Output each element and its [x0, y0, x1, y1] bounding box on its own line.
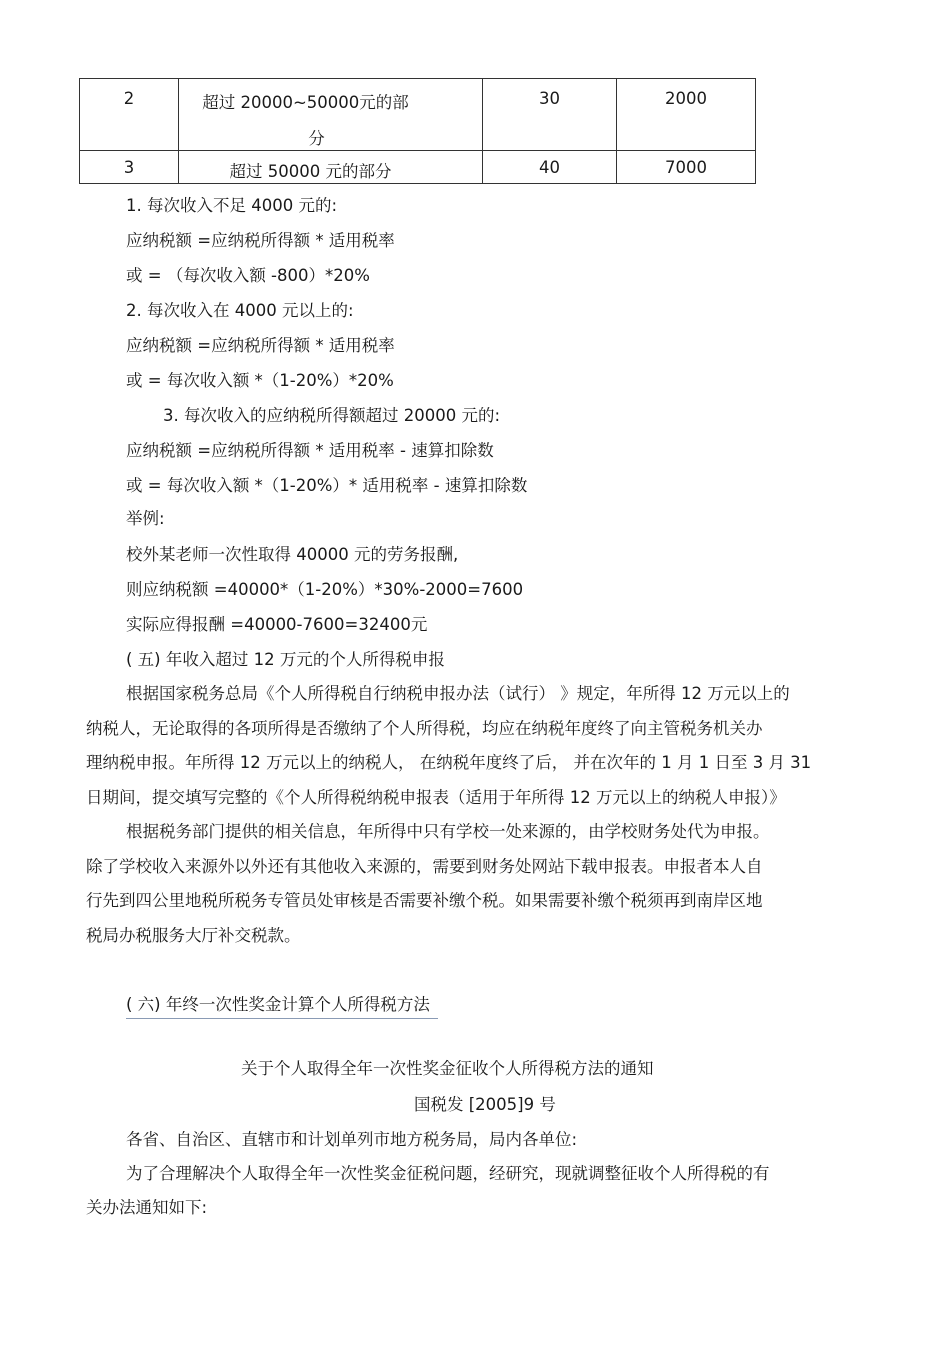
section-heading-6: ( 六) 年终一次性奖金计算个人所得税方法 — [126, 994, 438, 1019]
notice-title: 关于个人取得全年一次性奖金征收个人所得税方法的通知 — [241, 1059, 654, 1078]
example-line: 校外某老师一次性取得 40000 元的劳务报酬, — [126, 545, 459, 564]
deduction-text: 7000 — [665, 158, 707, 177]
table-cell-deduction — [617, 151, 756, 184]
notice-addressee: 各省、自治区、直辖市和计划单列市地方税务局，局内各单位: — [126, 1130, 578, 1149]
paragraph-line: 根据国家税务总局《个人所得税自行纳税申报办法（试行） 》规定，年所得 12 万元以上的 — [126, 684, 790, 703]
rate-text: 30 — [539, 89, 560, 108]
paragraph-line: 日期间，提交填写完整的《个人所得税纳税申报表（适用于年所得 12 万元以上的纳税人申报）》 — [86, 788, 786, 807]
level-text: 2 — [123, 89, 135, 108]
example-label: 举例: — [126, 509, 165, 528]
table-cell-range — [179, 151, 483, 184]
deduction-text: 2000 — [665, 89, 707, 108]
table-cell-deduction — [617, 79, 756, 151]
table-cell-rate — [483, 151, 617, 184]
table-cell-range — [179, 79, 483, 151]
rate-text: 40 — [539, 158, 560, 177]
notice-number: 国税发 [2005]9 号 — [414, 1095, 556, 1114]
formula-line: 应纳税额 =应纳税所得额 * 适用税率 - 速算扣除数 — [126, 441, 494, 460]
formula-line: 或 = 每次收入额 *（1-20%）*20% — [126, 371, 394, 390]
paragraph-line: 除了学校收入来源外以外还有其他收入来源的，需要到财务处网站下载申报表。申报者本人自 — [86, 857, 763, 876]
level-text: 3 — [123, 158, 135, 177]
range-text-cont: 分 — [308, 129, 325, 148]
paragraph-line: 理纳税申报。年所得 12 万元以上的纳税人， 在纳税年度终了后， 并在次年的 1 月 1 日至 3 月 31 — [86, 753, 812, 772]
formula-line: 应纳税额 =应纳税所得额 * 适用税率 — [126, 231, 395, 250]
paragraph-line: 根据税务部门提供的相关信息，年所得中只有学校一处来源的，由学校财务处代为申报。 — [126, 822, 770, 841]
case-1-heading: 1. 每次收入不足 4000 元的: — [126, 196, 338, 215]
table-cell-rate — [483, 79, 617, 151]
tax-rate-table — [79, 78, 756, 184]
paragraph-line: 行先到四公里地税所税务专管员处审核是否需要补缴个税。如果需要补缴个税须再到南岸区地 — [86, 891, 763, 910]
formula-line: 应纳税额 =应纳税所得额 * 适用税率 — [126, 336, 395, 355]
range-text: 超过 50000 元的部分 — [229, 162, 392, 181]
table-cell-level — [80, 79, 179, 151]
paragraph-line: 为了合理解决个人取得全年一次性奖金征税问题，经研究，现就调整征收个人所得税的有 — [126, 1164, 770, 1183]
example-line: 实际应得报酬 =40000-7600=32400元 — [126, 615, 428, 634]
table-row — [80, 151, 756, 184]
table-cell-level — [80, 151, 179, 184]
case-2-heading: 2. 每次收入在 4000 元以上的: — [126, 301, 354, 320]
case-3-heading: 3. 每次收入的应纳税所得额超过 20000 元的: — [163, 406, 501, 425]
formula-line: 或 = 每次收入额 *（1-20%）* 适用税率 - 速算扣除数 — [126, 476, 528, 495]
table-row — [80, 79, 756, 151]
formula-line: 或 = （每次收入额 -800）*20% — [126, 266, 370, 285]
example-line: 则应纳税额 =40000*（1-20%）*30%-2000=7600 — [126, 580, 524, 599]
paragraph-line: 关办法通知如下: — [86, 1198, 208, 1217]
paragraph-line: 税局办税服务大厅补交税款。 — [86, 926, 301, 945]
section-heading-5: ( 五) 年收入超过 12 万元的个人所得税申报 — [126, 650, 445, 669]
range-text: 超过 20000~50000元的部 — [202, 93, 409, 112]
paragraph-line: 纳税人，无论取得的各项所得是否缴纳了个人所得税，均应在纳税年度终了向主管税务机关办 — [86, 719, 763, 738]
